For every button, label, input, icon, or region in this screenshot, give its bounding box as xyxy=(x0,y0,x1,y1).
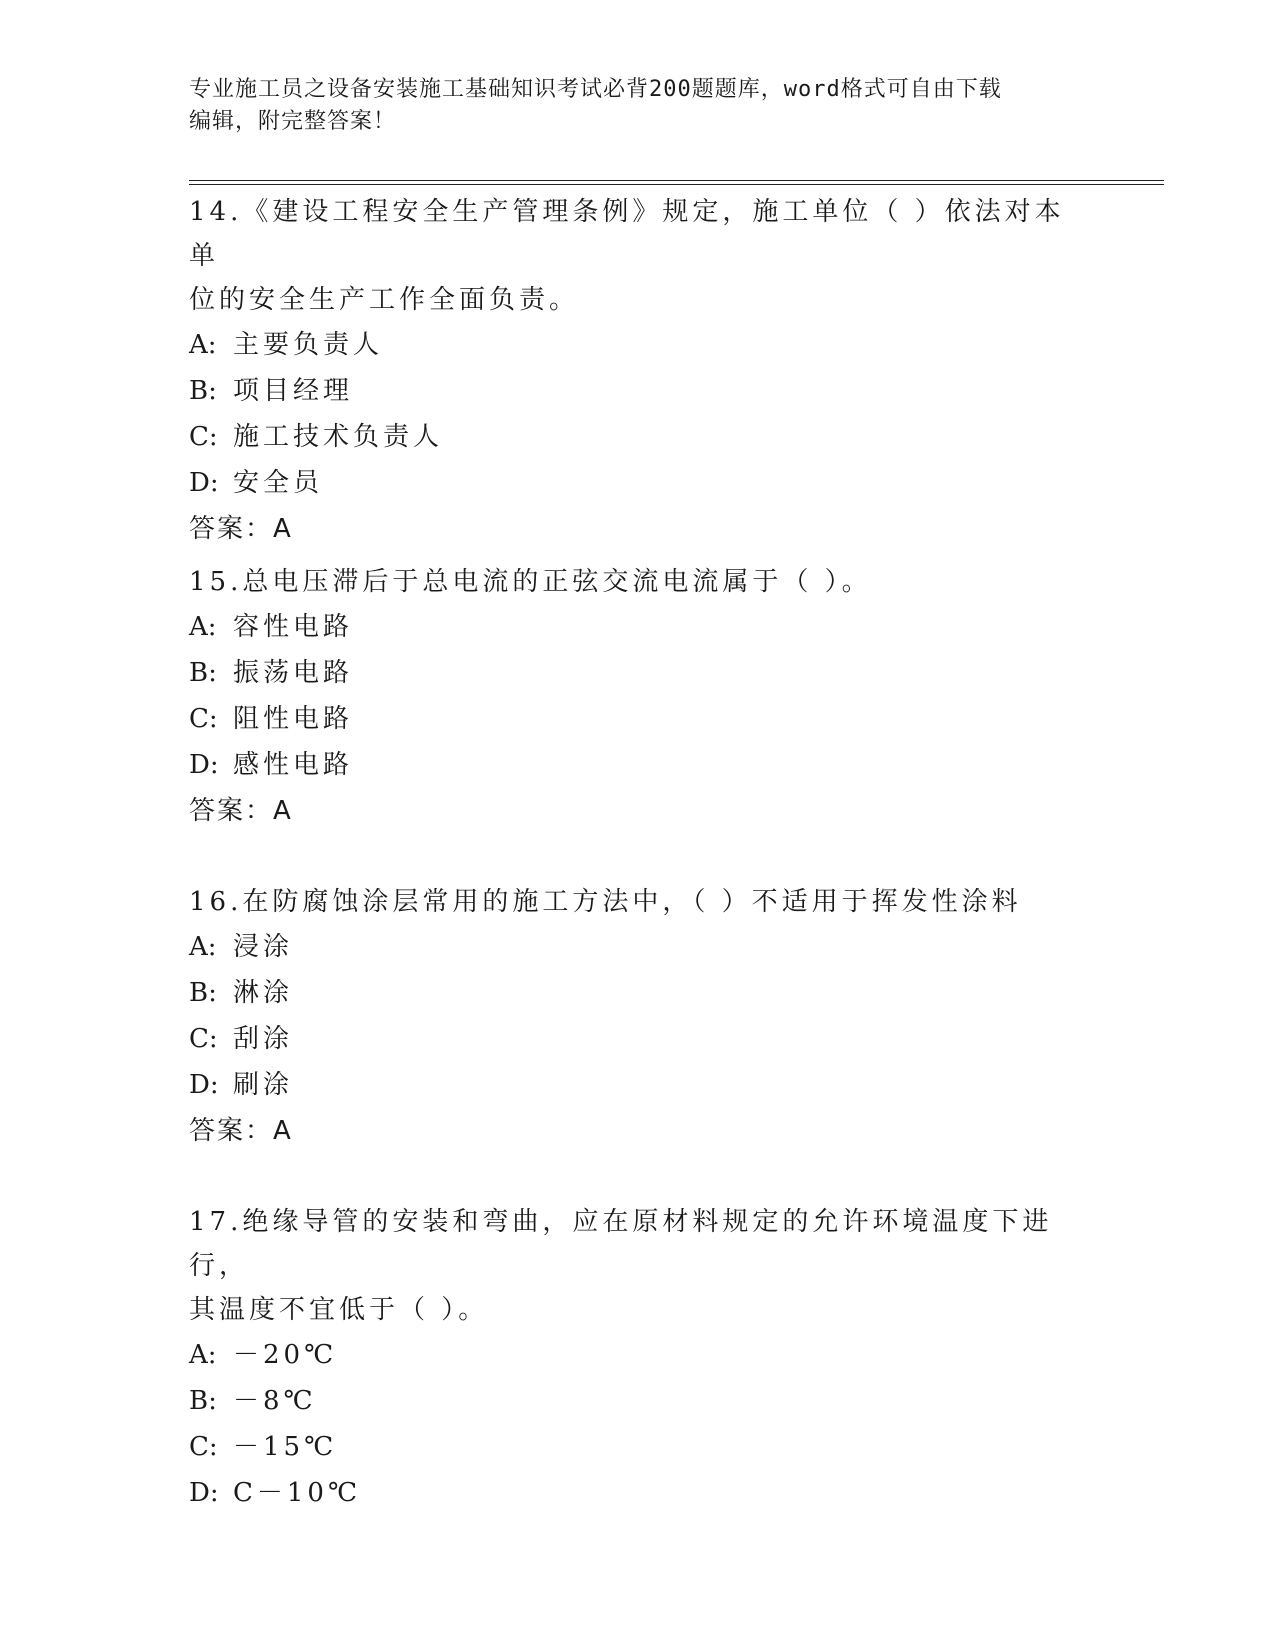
option-d xyxy=(189,1470,1089,1516)
option-text: 刷涂 xyxy=(233,1070,294,1100)
option-key: A: xyxy=(189,330,217,360)
option-text: 振荡电路 xyxy=(233,658,354,688)
question-15 xyxy=(189,560,1089,834)
option-text: －15℃ xyxy=(233,1432,338,1462)
question-text xyxy=(189,1200,1089,1332)
option-text: 项目经理 xyxy=(233,376,354,406)
option-text: 容性电路 xyxy=(233,612,354,642)
header-divider-top xyxy=(189,180,1164,181)
option-c xyxy=(189,1016,1089,1062)
option-b xyxy=(189,368,1089,414)
question-16 xyxy=(189,880,1089,1154)
option-text: 淋涂 xyxy=(233,978,294,1008)
option-d xyxy=(189,742,1089,788)
option-key: A: xyxy=(189,612,217,642)
option-key: A: xyxy=(189,932,217,962)
question-text-line-1: 16.在防腐蚀涂层常用的施工方法中，（ ）不适用于挥发性涂料 xyxy=(189,887,1022,917)
option-a xyxy=(189,604,1089,650)
option-key: C: xyxy=(189,1024,218,1054)
question-text-line-2: 其温度不宜低于（ ）。 xyxy=(189,1295,489,1325)
option-d xyxy=(189,1062,1089,1108)
header-line-2: 编辑，附完整答案！ xyxy=(189,109,397,134)
option-key: B: xyxy=(189,658,217,688)
question-14 xyxy=(189,190,1089,552)
option-key: B: xyxy=(189,978,217,1008)
option-c xyxy=(189,414,1089,460)
option-key: C: xyxy=(189,1432,218,1462)
option-key: B: xyxy=(189,1386,217,1416)
header-line-1: 专业施工员之设备安装施工基础知识考试必背200题题库，word格式可自由下载 xyxy=(189,77,1002,102)
question-17 xyxy=(189,1200,1089,1516)
option-text: 阻性电路 xyxy=(233,704,354,734)
option-text: －8℃ xyxy=(233,1386,317,1416)
option-key: D: xyxy=(189,750,219,780)
document-header xyxy=(189,74,1069,138)
option-c xyxy=(189,696,1089,742)
option-key: A: xyxy=(189,1340,217,1370)
option-d xyxy=(189,460,1089,506)
answer-line: 答案：A xyxy=(189,1116,293,1146)
question-text-line-1: 17.绝缘导管的安装和弯曲，应在原材料规定的允许环境温度下进行， xyxy=(189,1207,1053,1281)
option-text: 主要负责人 xyxy=(233,330,384,360)
option-key: C: xyxy=(189,704,218,734)
option-a xyxy=(189,1332,1089,1378)
option-key: C: xyxy=(189,422,218,452)
option-text: －20℃ xyxy=(233,1340,338,1370)
option-text: C－10℃ xyxy=(233,1478,362,1508)
option-text: 安全员 xyxy=(233,468,324,498)
question-text-line-2: 位的安全生产工作全面负责。 xyxy=(189,285,580,315)
option-key: B: xyxy=(189,376,217,406)
option-b xyxy=(189,970,1089,1016)
option-text: 刮涂 xyxy=(233,1024,294,1054)
question-text-line-1: 15.总电压滞后于总电流的正弦交流电流属于（ ）。 xyxy=(189,567,872,597)
option-c xyxy=(189,1424,1089,1470)
option-text: 感性电路 xyxy=(233,750,354,780)
option-key: D: xyxy=(189,1478,219,1508)
question-text xyxy=(189,190,1089,322)
option-b xyxy=(189,1378,1089,1424)
header-divider-bottom xyxy=(189,184,1164,185)
option-key: D: xyxy=(189,468,219,498)
question-text xyxy=(189,560,1089,604)
option-text: 浸涂 xyxy=(233,932,294,962)
question-text-line-1: 14.《建设工程安全生产管理条例》规定，施工单位（ ）依法对本单 xyxy=(189,197,1065,271)
answer-line: 答案：A xyxy=(189,514,293,544)
question-text xyxy=(189,880,1089,924)
option-text: 施工技术负责人 xyxy=(233,422,444,452)
option-key: D: xyxy=(189,1070,219,1100)
option-a xyxy=(189,924,1089,970)
option-a xyxy=(189,322,1089,368)
answer-line: 答案：A xyxy=(189,796,293,826)
option-b xyxy=(189,650,1089,696)
